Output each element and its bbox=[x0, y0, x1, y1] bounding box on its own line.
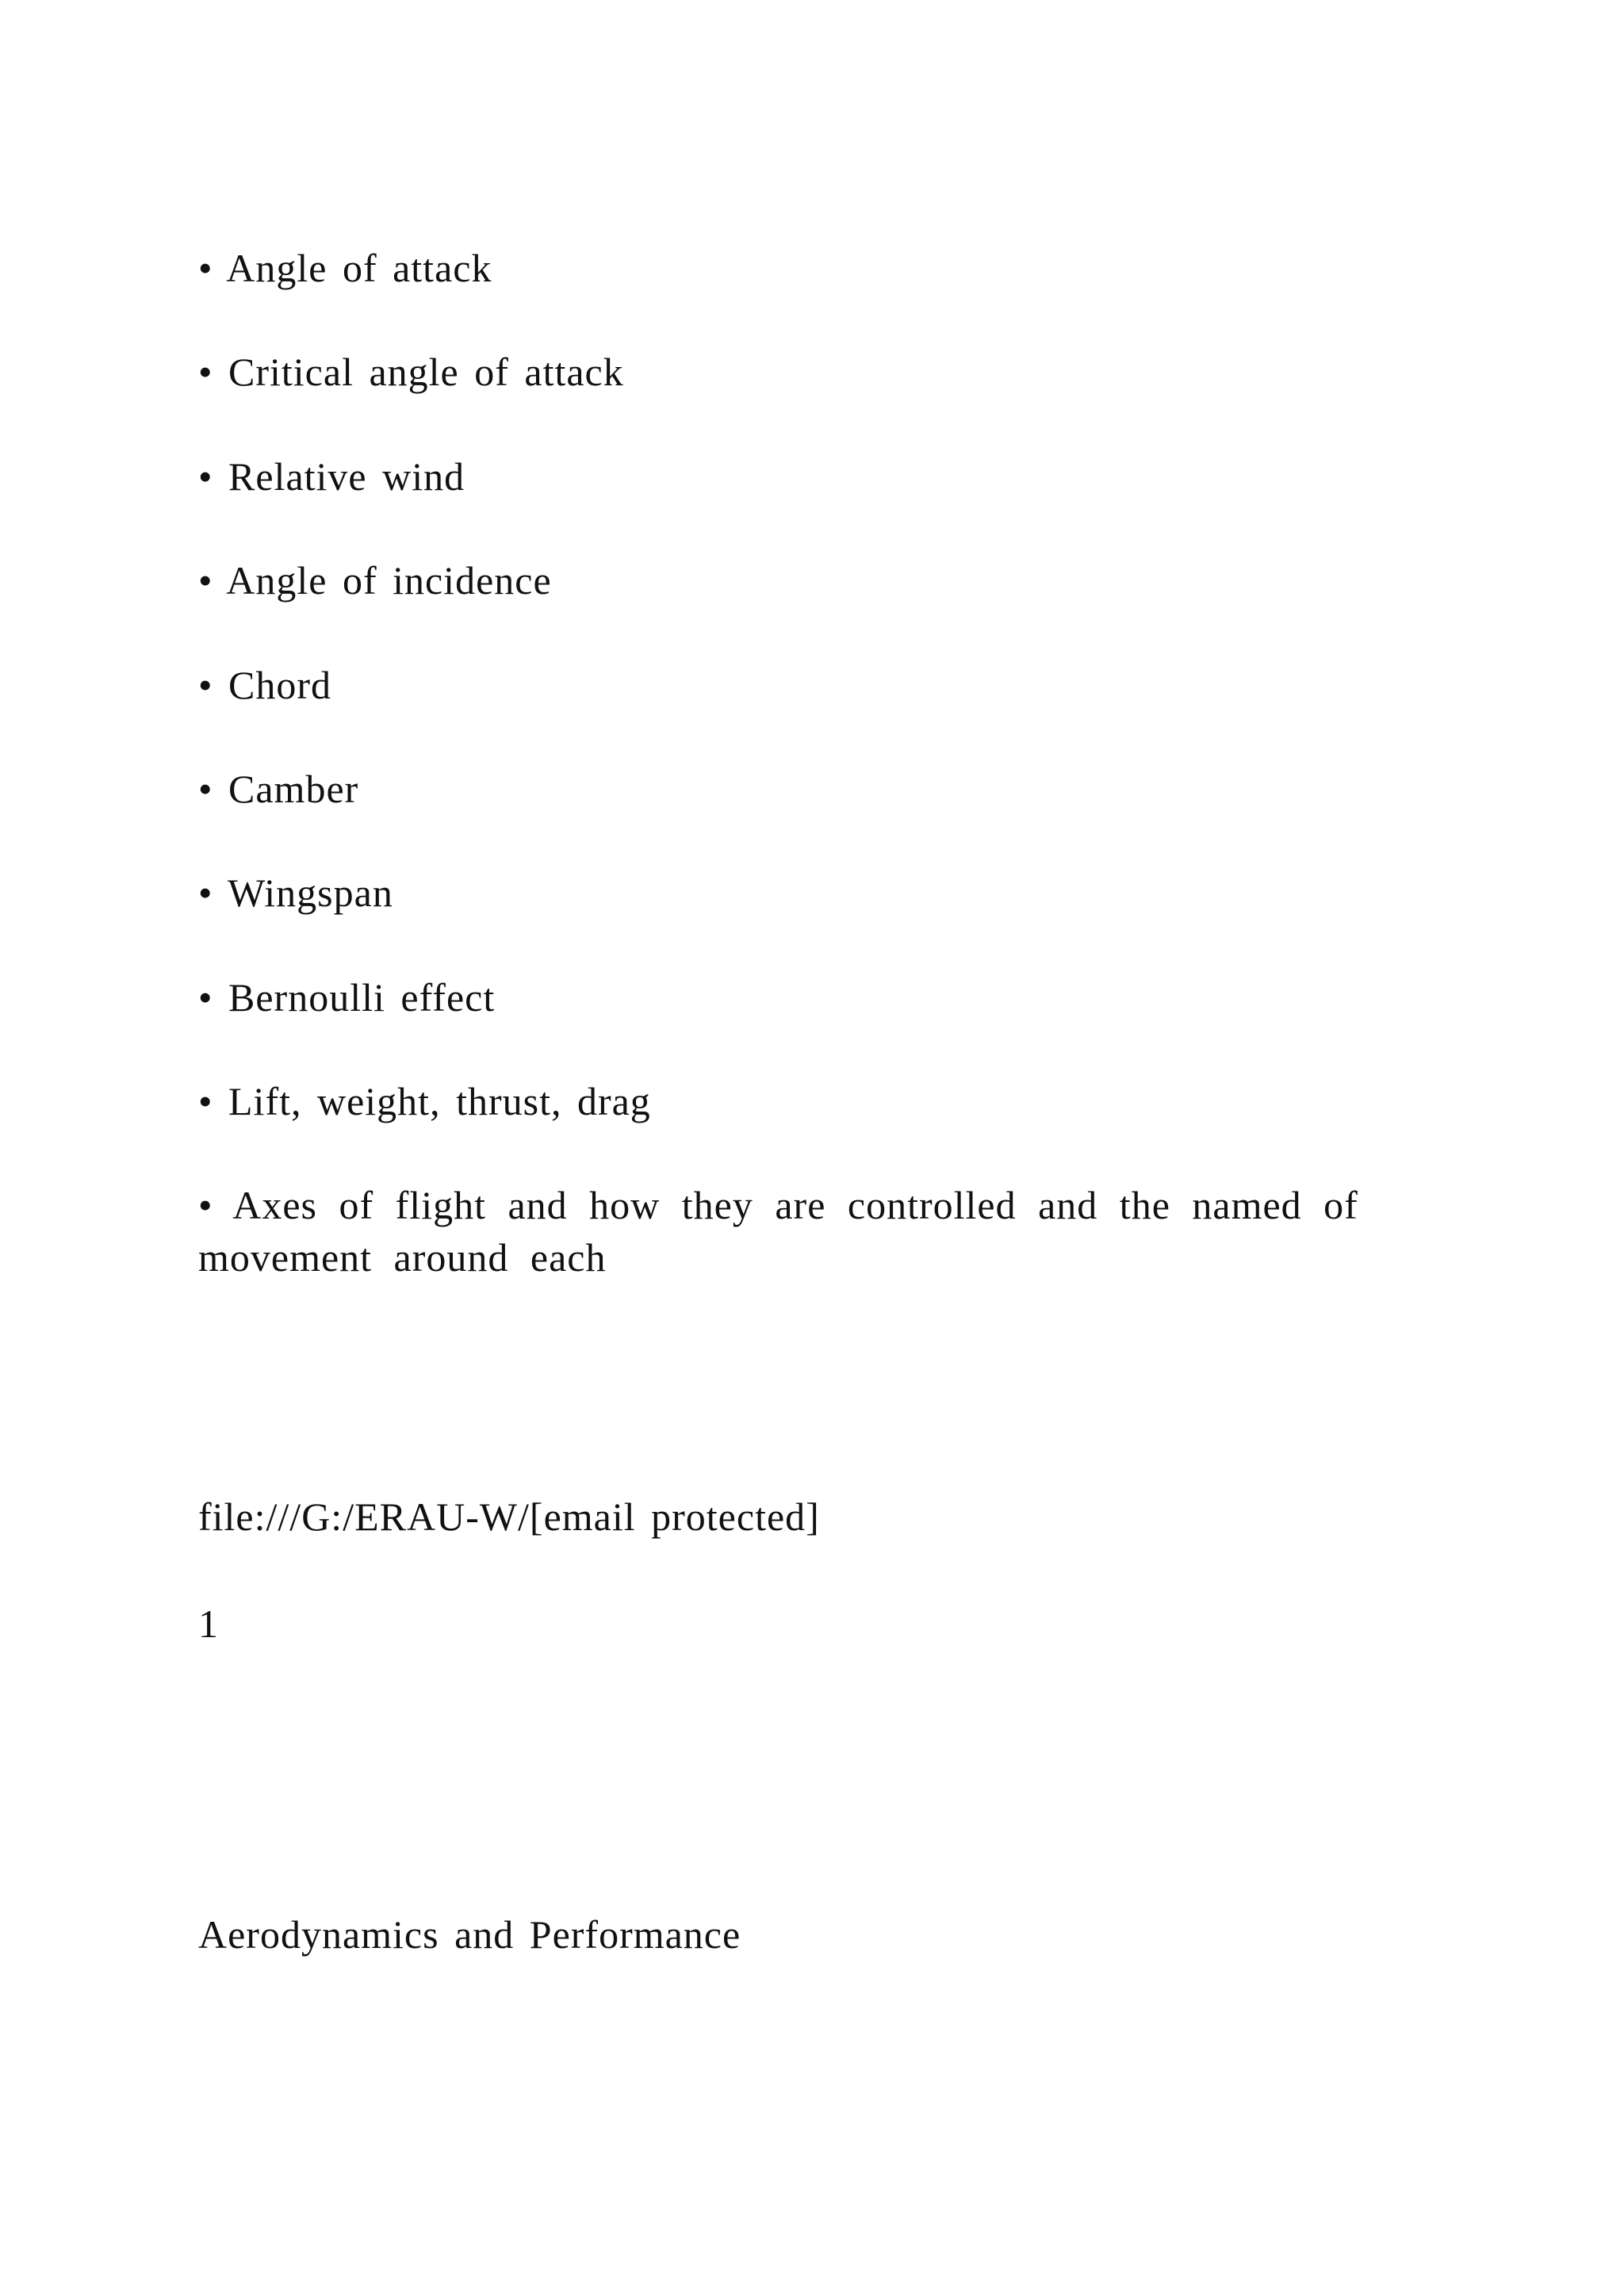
list-item-chord: • Chord bbox=[198, 663, 332, 707]
list-item-angle-of-incidence: • Angle of incidence bbox=[198, 558, 552, 603]
list-item-axes-of-flight: • Axes of flight and how they are controlled and the named of movement around each bbox=[198, 1183, 1358, 1280]
list-item-angle-of-attack: • Angle of attack bbox=[198, 246, 492, 290]
list-item-critical-angle-of-attack: • Critical angle of attack bbox=[198, 350, 624, 394]
file-path: file:///G:/ERAU-W/[email protected] bbox=[198, 1494, 820, 1539]
list-item-relative-wind: • Relative wind bbox=[198, 454, 465, 499]
page-number: 1 bbox=[198, 1601, 219, 1646]
list-item-four-forces: • Lift, weight, thrust, drag bbox=[198, 1079, 651, 1123]
list-item-camber: • Camber bbox=[198, 767, 359, 811]
list-item-wingspan: • Wingspan bbox=[198, 871, 393, 915]
list-item-bernoulli-effect: • Bernoulli effect bbox=[198, 975, 496, 1020]
section-title: Aerodynamics and Performance bbox=[198, 1912, 741, 1957]
